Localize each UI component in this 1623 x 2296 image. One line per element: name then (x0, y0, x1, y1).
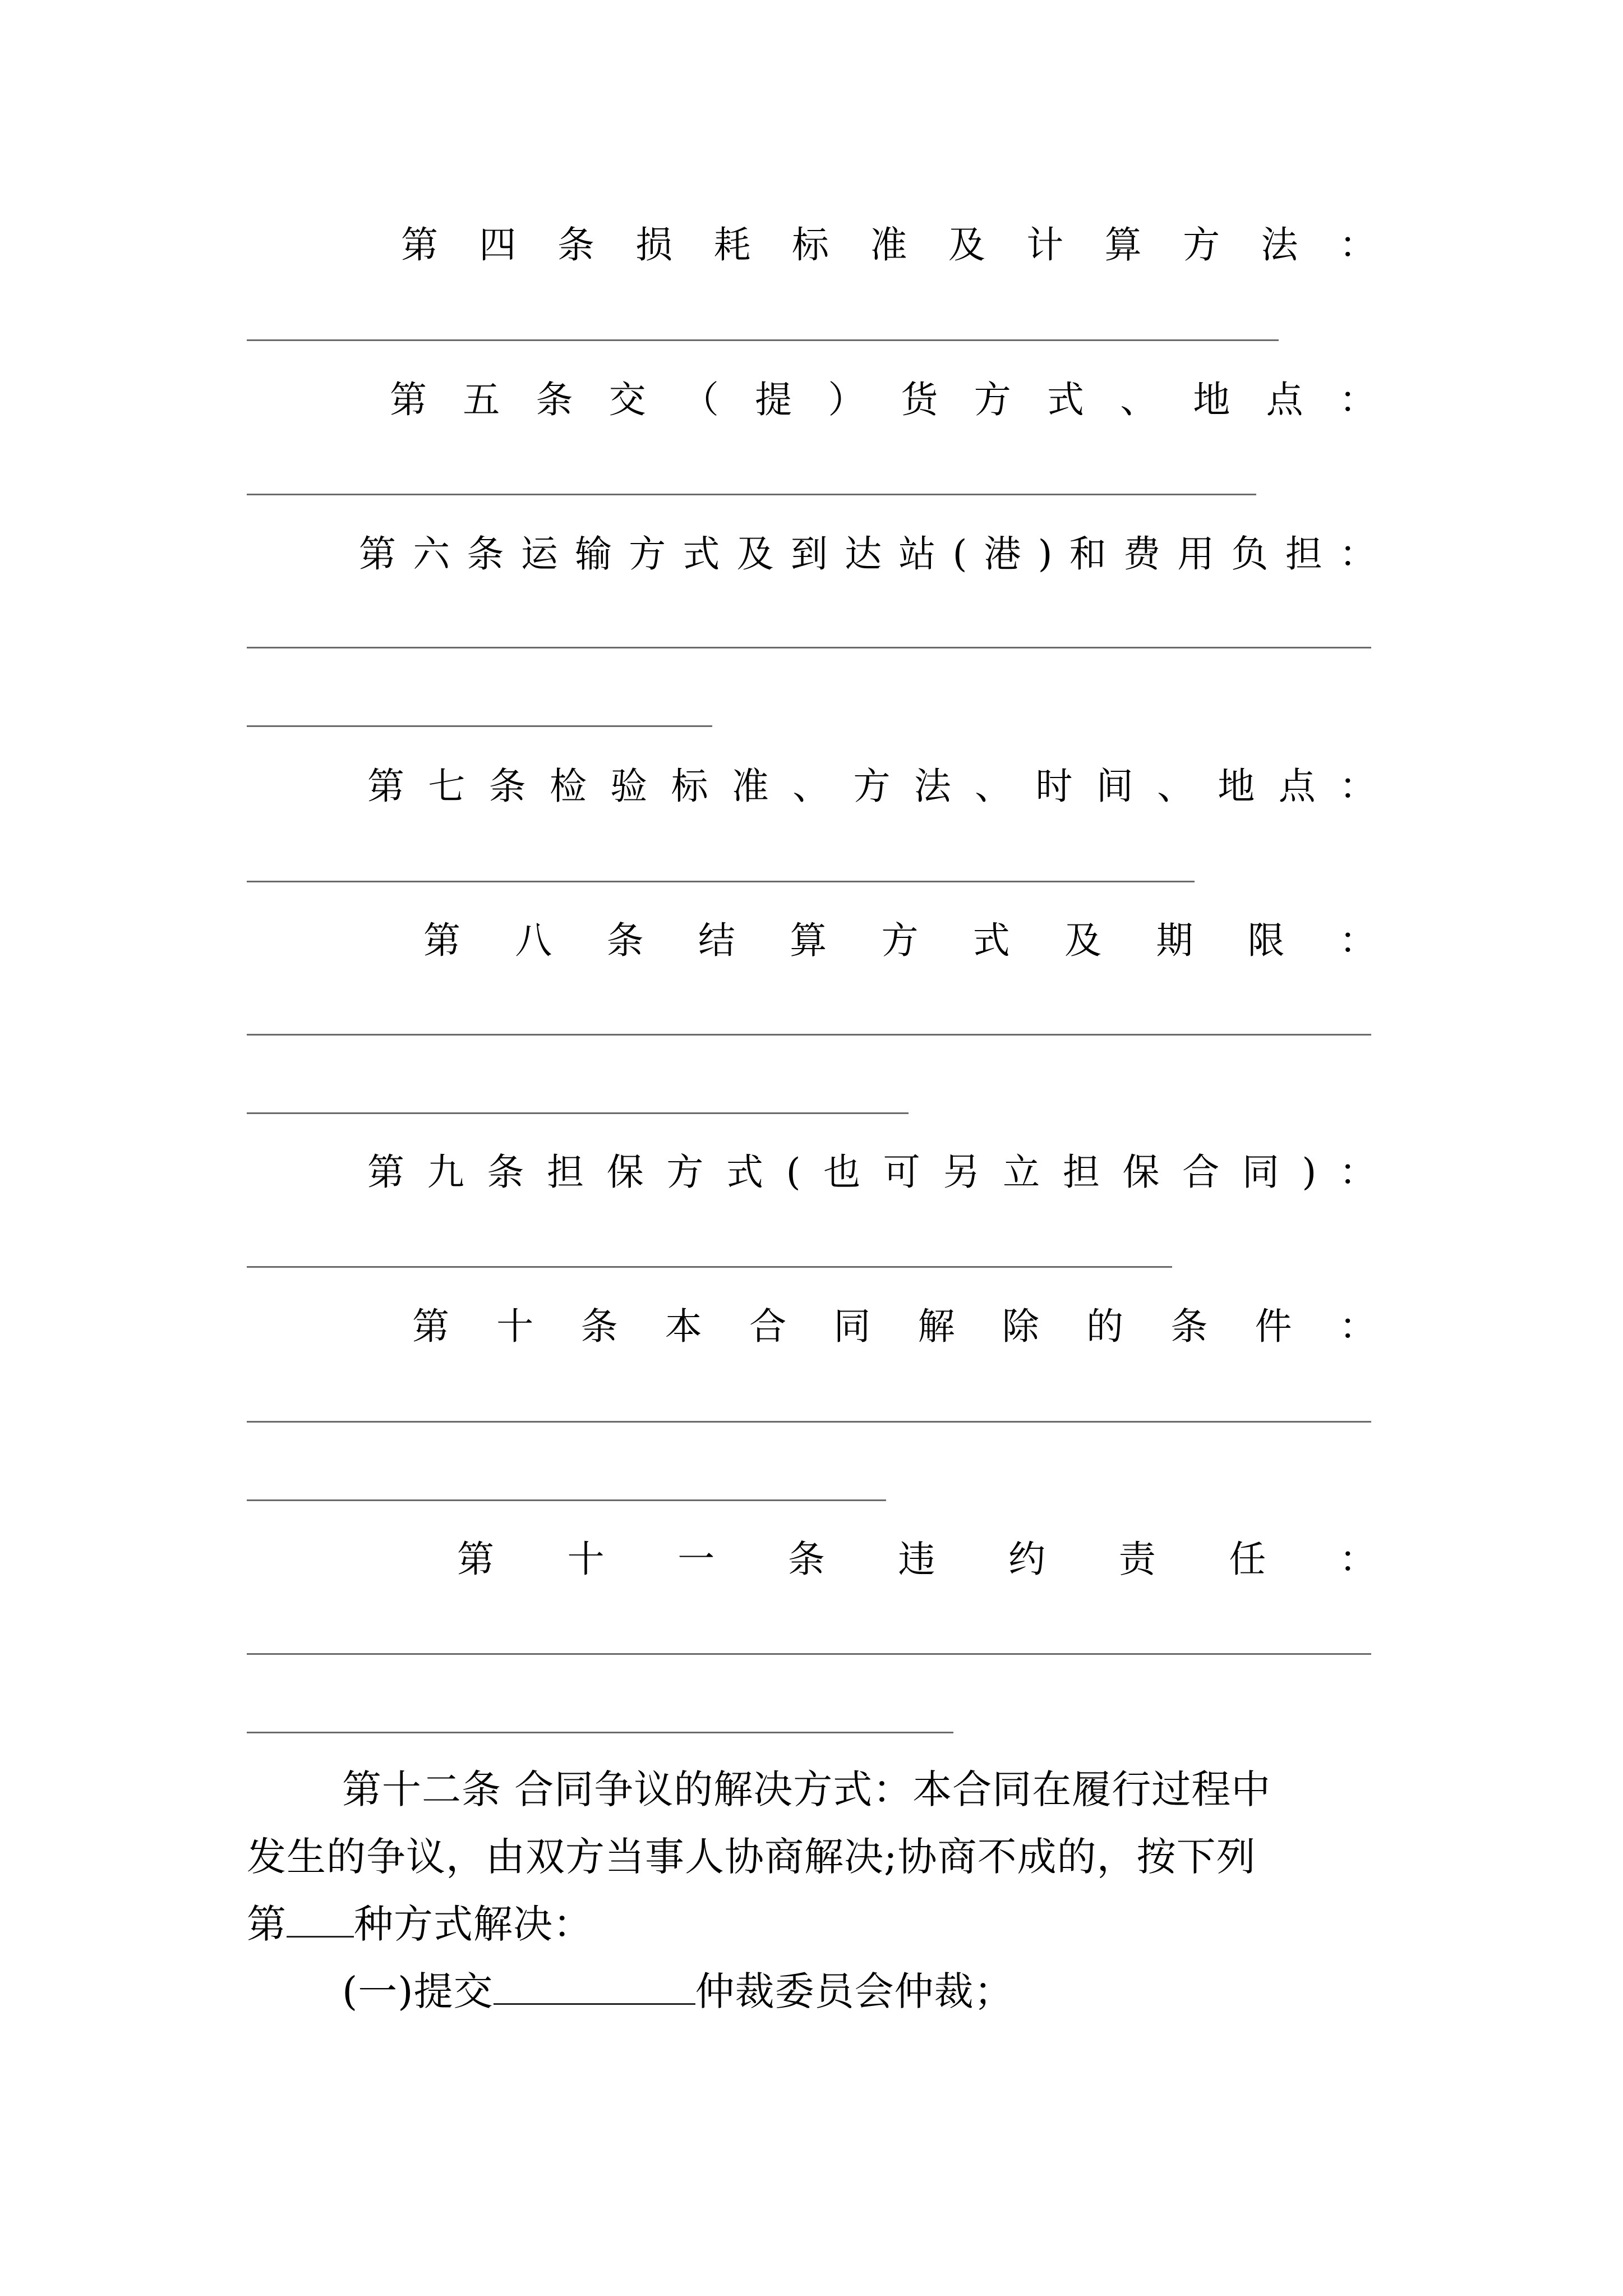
article-9-heading (367, 1147, 1376, 1198)
heading-char: 、 (1120, 378, 1158, 421)
heading-char: 到 (790, 532, 828, 576)
heading-char: 货 (901, 378, 938, 421)
heading-char: ： (1339, 223, 1376, 266)
heading-char: 站 (898, 532, 936, 576)
arbitration-committee-blank[interactable] (494, 1964, 695, 2005)
heading-char: 五 (463, 378, 500, 421)
heading-char: 标 (671, 765, 708, 808)
article-6-heading (359, 529, 1376, 579)
heading-char: 运 (520, 532, 558, 576)
heading-char: 条 (606, 919, 644, 962)
heading-char: 算 (1104, 223, 1142, 266)
heading-char: 六 (413, 532, 450, 576)
heading-char: 及 (948, 223, 985, 266)
heading-char: 提 (755, 378, 792, 421)
heading-char: 方 (881, 919, 919, 962)
heading-char: 式 (972, 919, 1010, 962)
heading-char: 检 (549, 765, 587, 808)
heading-char: 条 (487, 1151, 524, 1194)
heading-char: ： (1339, 919, 1376, 962)
article-12-line-1: 第十二条 合同争议的解决方式：本合同在履行过程中 (342, 1766, 1271, 1812)
heading-char: 方 (974, 378, 1011, 421)
heading-char: 八 (515, 919, 552, 962)
heading-char: ) (1302, 1151, 1317, 1194)
heading-char: 方 (666, 1151, 704, 1194)
heading-char: 达 (845, 532, 882, 576)
heading-char: 条 (557, 223, 594, 266)
article-8-heading (423, 915, 1376, 966)
heading-char: ： (1339, 765, 1376, 808)
heading-char: 条 (787, 1538, 825, 1581)
heading-char: 法 (914, 765, 951, 808)
article-11-heading (457, 1534, 1376, 1585)
heading-char: 地 (1193, 378, 1230, 421)
heading-char: 、 (1157, 765, 1195, 808)
heading-char: 保 (1122, 1151, 1160, 1194)
heading-char: 方 (1183, 223, 1220, 266)
heading-char: 及 (1064, 919, 1102, 962)
heading-char: 准 (731, 765, 769, 808)
heading-char: 解 (917, 1305, 955, 1348)
heading-char: 点 (1278, 765, 1316, 808)
heading-char: 担 (1285, 532, 1322, 576)
heading-char: 负 (1231, 532, 1269, 576)
heading-char: 同 (833, 1305, 871, 1348)
heading-char: ： (1339, 532, 1376, 576)
heading-char: 合 (1182, 1151, 1220, 1194)
heading-char: 条 (467, 532, 504, 576)
fill-line (247, 725, 712, 727)
article-10-heading (412, 1301, 1376, 1352)
article-4-heading (401, 220, 1376, 270)
heading-char: 港 (984, 532, 1021, 576)
fill-line (247, 1421, 1371, 1423)
heading-char: ( (786, 1151, 801, 1194)
heading-char: 用 (1177, 532, 1215, 576)
heading-char: 耗 (713, 223, 751, 266)
heading-char: 立 (1003, 1151, 1040, 1194)
heading-char: ： (1339, 378, 1376, 421)
article-5-heading (390, 375, 1376, 425)
heading-char: 担 (1062, 1151, 1100, 1194)
heading-char: ） (828, 378, 865, 421)
heading-char: 方 (629, 532, 666, 576)
option-1-suffix: 仲裁委员会仲裁； (695, 1968, 1014, 2014)
heading-char: 十 (496, 1305, 534, 1348)
heading-char: 七 (428, 765, 465, 808)
heading-char: 准 (870, 223, 907, 266)
heading-char: 式 (1046, 378, 1084, 421)
heading-char: 法 (1261, 223, 1298, 266)
heading-char: 任 (1229, 1538, 1266, 1581)
heading-char: ： (1339, 1305, 1376, 1348)
heading-char: 损 (635, 223, 673, 266)
heading-char: 合 (749, 1305, 787, 1348)
heading-char: （ (681, 378, 719, 421)
heading-char: 第 (423, 919, 460, 962)
article-7-heading (367, 761, 1376, 812)
article-12-option-1 (247, 1958, 1385, 2025)
fill-line (247, 339, 1279, 341)
heading-char: 的 (1086, 1305, 1124, 1348)
heading-char: ： (1339, 1538, 1376, 1581)
heading-char: ： (1339, 1151, 1376, 1194)
fill-line (247, 1732, 953, 1733)
heading-char: 式 (726, 1151, 764, 1194)
heading-char: 间 (1096, 765, 1133, 808)
method-number-blank[interactable] (287, 1897, 354, 1938)
heading-char: 十 (567, 1538, 605, 1581)
fill-line (247, 647, 1371, 648)
heading-char: 除 (1002, 1305, 1039, 1348)
fill-line (247, 1653, 1371, 1655)
heading-char: 第 (412, 1305, 449, 1348)
heading-char: 也 (823, 1151, 861, 1194)
heading-char: 本 (665, 1305, 702, 1348)
heading-char: 结 (698, 919, 735, 962)
heading-char: 一 (677, 1538, 715, 1581)
heading-char: 条 (580, 1305, 618, 1348)
fill-line (247, 1034, 1371, 1036)
heading-char: 保 (606, 1151, 644, 1194)
heading-char: 约 (1008, 1538, 1046, 1581)
heading-char: 第 (390, 378, 427, 421)
heading-char: 标 (792, 223, 829, 266)
heading-char: 条 (1170, 1305, 1208, 1348)
article-12-paragraph (247, 1756, 1385, 2025)
heading-char: 第 (401, 223, 438, 266)
fill-line (247, 1112, 909, 1114)
heading-char: 地 (1218, 765, 1255, 808)
heading-char: 担 (547, 1151, 584, 1194)
heading-char: 时 (1035, 765, 1073, 808)
heading-char: 九 (427, 1151, 464, 1194)
heading-char: 、 (792, 765, 830, 808)
heading-char: 式 (683, 532, 720, 576)
article-12-line-3-suffix: 种方式解决： (354, 1901, 593, 1947)
heading-char: 违 (898, 1538, 935, 1581)
article-12-line-3-prefix: 第 (247, 1901, 287, 1947)
heading-char: 期 (1156, 919, 1193, 962)
heading-char: 四 (479, 223, 517, 266)
heading-char: 条 (488, 765, 526, 808)
heading-char: 另 (943, 1151, 980, 1194)
heading-char: 第 (359, 532, 396, 576)
fill-line (247, 1499, 886, 1501)
heading-char: 交 (608, 378, 646, 421)
heading-char: 责 (1118, 1538, 1156, 1581)
heading-char: 及 (736, 532, 774, 576)
heading-char: 限 (1247, 919, 1285, 962)
article-12-line-3 (247, 1890, 1385, 1958)
heading-char: 第 (457, 1538, 494, 1581)
heading-char: 第 (367, 1151, 404, 1194)
heading-char: 第 (367, 765, 404, 808)
fill-line (247, 1266, 1172, 1268)
heading-char: 同 (1242, 1151, 1279, 1194)
heading-char: 、 (975, 765, 1012, 808)
heading-char: 输 (574, 532, 612, 576)
heading-char: 条 (536, 378, 573, 421)
option-1-prefix: (一)提交 (342, 1968, 494, 2014)
heading-char: 计 (1026, 223, 1064, 266)
heading-char: ( (952, 532, 967, 576)
fill-line (247, 494, 1256, 495)
heading-char: 费 (1123, 532, 1161, 576)
heading-char: 验 (610, 765, 648, 808)
heading-char: 算 (790, 919, 827, 962)
fill-line (247, 881, 1195, 882)
heading-char: 件 (1255, 1305, 1292, 1348)
heading-char: 点 (1266, 378, 1303, 421)
heading-char: 和 (1069, 532, 1106, 576)
heading-char: 方 (853, 765, 891, 808)
article-12-line-2: 发生的争议，由双方当事人协商解决;协商不成的，按下列 (247, 1834, 1256, 1880)
heading-char: ) (1038, 532, 1053, 576)
heading-char: 可 (883, 1151, 920, 1194)
